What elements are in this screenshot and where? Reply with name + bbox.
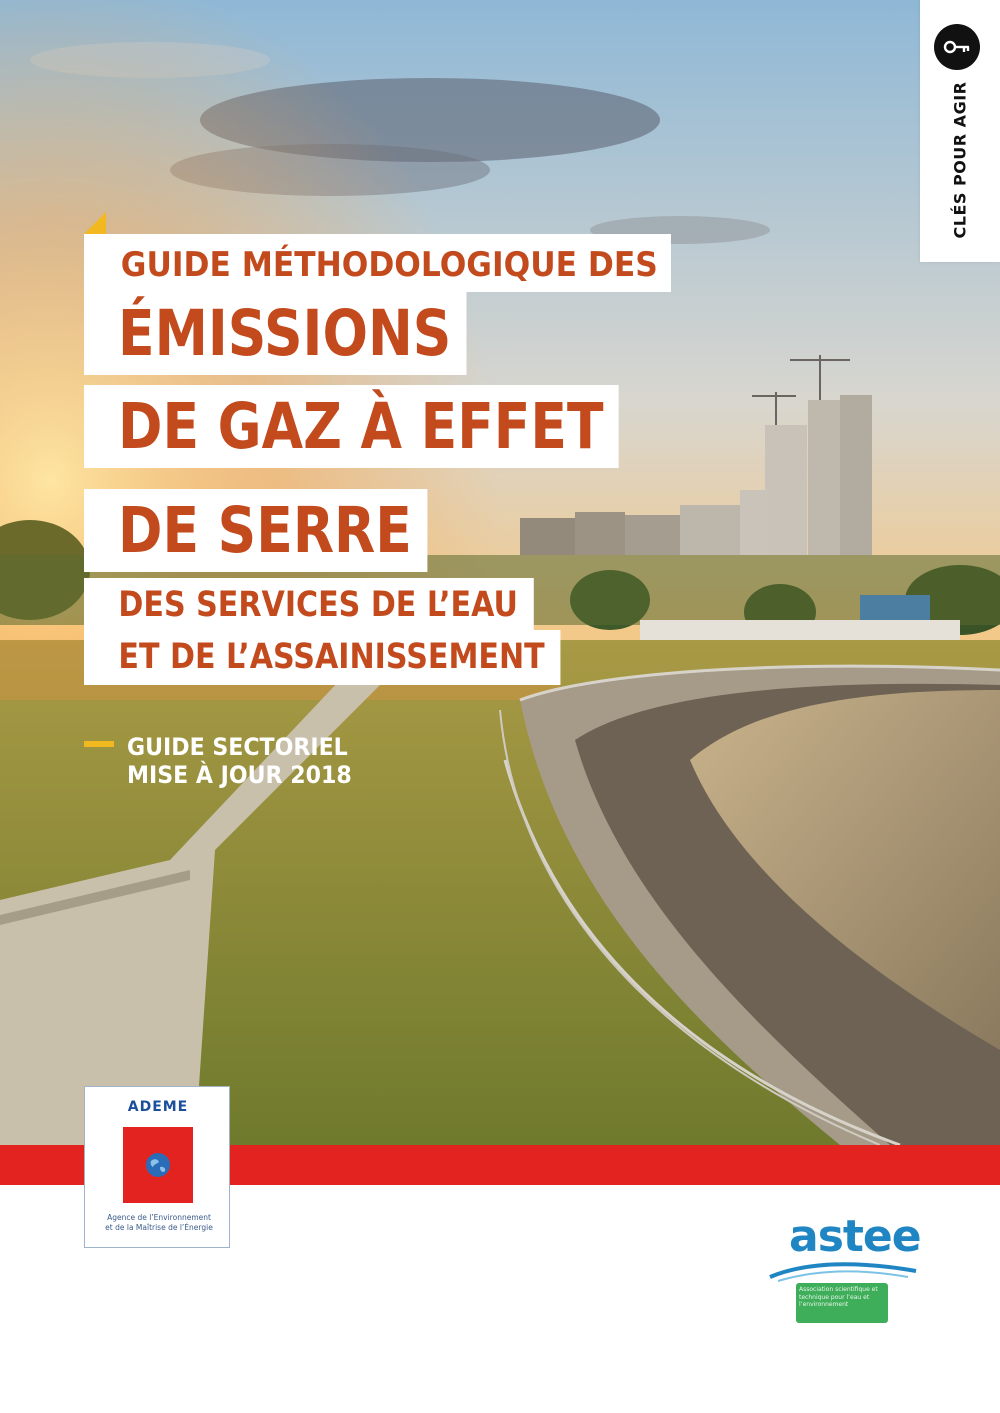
ademe-red-square bbox=[123, 1127, 193, 1203]
title-line-2: ÉMISSIONS bbox=[84, 292, 467, 375]
astee-tagline: Association scientifique et technique pour l’eau et l’environnement bbox=[799, 1286, 878, 1308]
astee-logo bbox=[768, 1211, 921, 1330]
wave-icon bbox=[768, 1257, 918, 1283]
title-line-3: DE GAZ À EFFET bbox=[84, 385, 619, 468]
title-corner-accent bbox=[84, 212, 106, 234]
sector-line-2: MISE À JOUR 2018 bbox=[127, 761, 352, 789]
sector-dash bbox=[84, 741, 114, 747]
ademe-tagline-line-1: Agence de l’Environnement bbox=[107, 1213, 211, 1222]
ademe-name: ADEME bbox=[127, 1099, 189, 1115]
globe-icon bbox=[145, 1152, 171, 1178]
title-line-5: DES SERVICES DE L’EAU bbox=[84, 578, 533, 633]
sector-line-1: GUIDE SECTORIEL bbox=[127, 733, 348, 761]
title-line-6: ET DE L’ASSAINISSEMENT bbox=[84, 630, 560, 685]
ademe-tagline-line-2: et de la Maîtrise de l’Énergie bbox=[105, 1223, 213, 1232]
key-icon bbox=[934, 24, 980, 70]
title-line-1: GUIDE MÉTHODOLOGIQUE DES bbox=[84, 234, 671, 292]
ademe-tagline bbox=[93, 1213, 225, 1233]
ademe-logo bbox=[84, 1086, 230, 1248]
astee-name: astee bbox=[789, 1211, 921, 1262]
series-label: CLÉS POUR AGIR bbox=[950, 81, 970, 239]
title-line-4: DE SERRE bbox=[84, 489, 427, 572]
